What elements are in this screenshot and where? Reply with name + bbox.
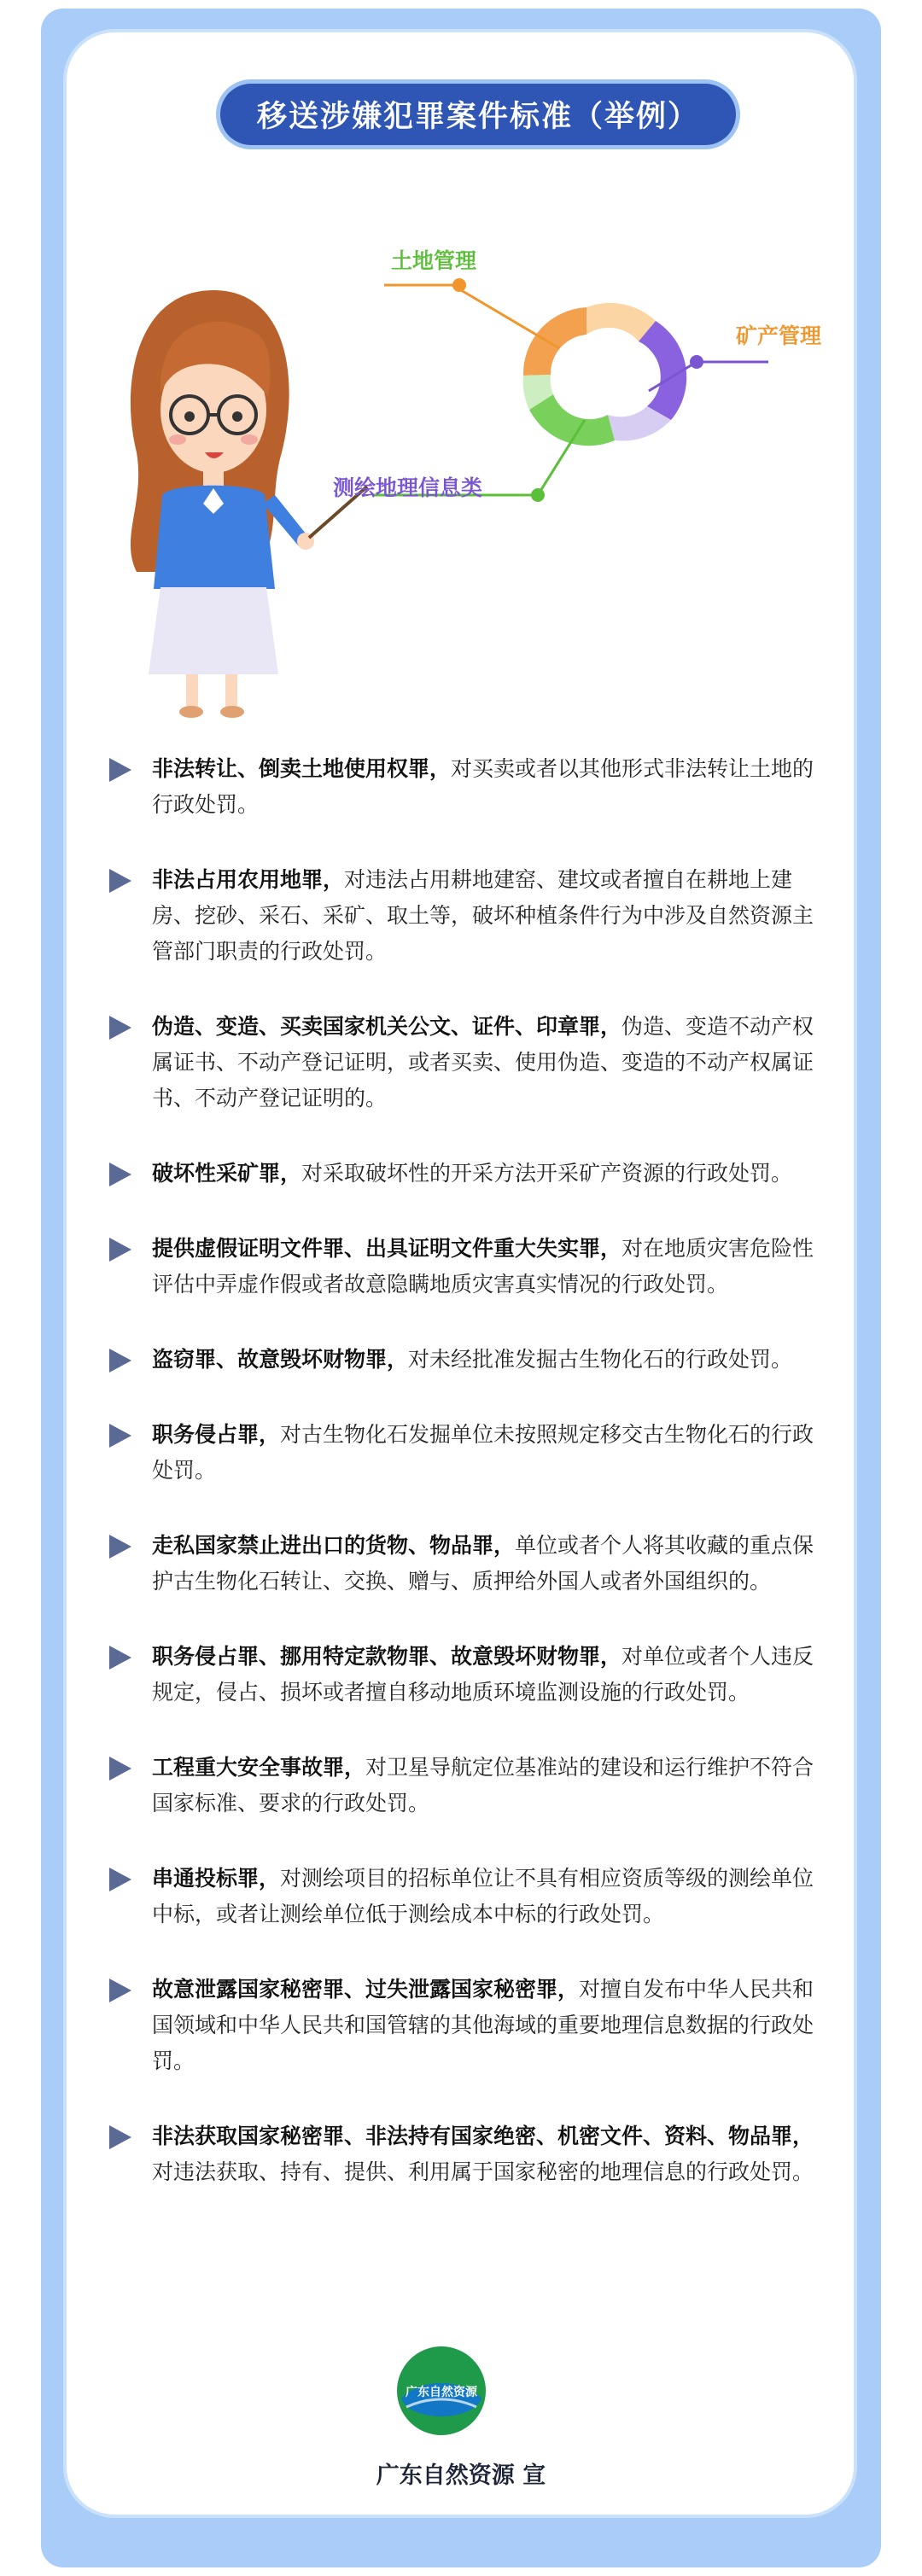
standard-item-text (152, 862, 818, 970)
triangle-bullet-icon (109, 758, 131, 782)
standard-item-text (152, 1972, 818, 2079)
offense-name: 串通投标罪， (152, 1866, 281, 1891)
triangle-bullet-icon (109, 1757, 131, 1780)
triangle-bullet-icon (109, 2125, 131, 2149)
page-title: 移送涉嫌犯罪案件标准（举例） (220, 84, 736, 145)
triangle-bullet-icon (109, 1979, 131, 2002)
standard-item (109, 1009, 818, 1116)
standard-item (109, 751, 818, 823)
triangle-bullet-icon (109, 1646, 131, 1670)
guangdong-natural-resources-logo (394, 2344, 488, 2438)
standard-item-text (152, 1009, 818, 1116)
standard-item (109, 2118, 818, 2190)
standard-item-text (152, 1342, 818, 1378)
triangle-bullet-icon (109, 1349, 131, 1373)
offense-description: 对采取破坏性的开采方法开采矿产资源的行政处罚。 (301, 1161, 793, 1186)
offense-name: 职务侵占罪， (152, 1422, 281, 1447)
offense-name: 提供虚假证明文件罪、出具证明文件重大失实罪， (152, 1236, 622, 1261)
offense-name: 非法转让、倒卖土地使用权罪， (152, 756, 452, 781)
standard-item-text (152, 751, 818, 823)
triangle-bullet-icon (109, 1163, 131, 1186)
standard-item (109, 1750, 818, 1821)
standard-item (109, 1861, 818, 1932)
standard-item-text (152, 1417, 818, 1489)
donut-segment-land (523, 307, 586, 376)
offense-name: 非法获取国家秘密罪、非法持有国家绝密、机密文件、资料、物品罪， (152, 2124, 814, 2148)
svg-text:广东自然资源: 广东自然资源 (406, 2386, 477, 2399)
offense-description: 对古生物化石发掘单位未按照规定移交古生物化石的行政处罚。 (152, 1422, 814, 1483)
standard-item (109, 1417, 818, 1489)
triangle-bullet-icon (109, 1535, 131, 1559)
standard-item-text (152, 1528, 818, 1600)
triangle-bullet-icon (109, 1238, 131, 1262)
offense-name: 职务侵占罪、挪用特定款物罪、故意毁坏财物罪， (152, 1644, 622, 1669)
standard-item-text (152, 1750, 818, 1821)
standard-item (109, 1528, 818, 1600)
offense-description: 对未经批准发掘古生物化石的行政处罚。 (408, 1347, 793, 1372)
offense-description: 单位或者个人将其收藏的重点保护古生物化石转让、交换、赠与、质押给外国人或者外国组织的。 (152, 1533, 814, 1594)
standard-item (109, 1639, 818, 1711)
standard-item (109, 1972, 818, 2079)
offense-description: 对单位或者个人违反规定，侵占、损坏或者擅自移动地质环境监测设施的行政处罚。 (152, 1644, 814, 1705)
offense-name: 故意泄露国家秘密罪、过失泄露国家秘密罪， (152, 1977, 580, 2002)
standard-item-text (152, 1639, 818, 1711)
offense-description: 对擅自发布中华人民共和国领域和中华人民共和国管辖的其他海域的重要地理信息数据的行政处罚。 (152, 1977, 814, 2073)
label-mineral-management: 矿产管理 (736, 323, 822, 348)
standard-item-text (152, 1231, 818, 1303)
offense-name: 工程重大安全事故罪， (152, 1755, 366, 1780)
offense-name: 走私国家禁止进出口的货物、物品罪， (152, 1533, 516, 1558)
footer-credit: 广东自然资源 宣 (376, 2462, 546, 2489)
offense-description: 对违法获取、持有、提供、利用属于国家秘密的地理信息的行政处罚。 (152, 2159, 814, 2184)
offense-description: 对在地质灾害危险性评估中弄虚作假或者故意隐瞒地质灾害真实情况的行政处罚。 (152, 1236, 814, 1297)
standard-item (109, 1231, 818, 1303)
standard-item (109, 862, 818, 970)
standards-list (109, 751, 818, 2229)
offense-name: 伪造、变造、买卖国家机关公文、证件、印章罪， (152, 1014, 622, 1039)
label-land-management: 土地管理 (391, 248, 477, 273)
offense-description: 对违法占用耕地建窑、建坟或者擅自在耕地上建房、挖砂、采石、采矿、取土等，破坏种植条件行为中涉及自然资源主管部门职责的行政处罚。 (152, 867, 814, 964)
offense-name: 破坏性采矿罪， (152, 1161, 302, 1186)
offense-description: 对买卖或者以其他形式非法转让土地的行政处罚。 (152, 756, 814, 817)
hero-illustration (85, 196, 854, 726)
offense-name: 非法占用农用地罪， (152, 867, 345, 892)
offense-name: 盗窃罪、故意毁坏财物罪， (152, 1347, 409, 1372)
triangle-bullet-icon (109, 869, 131, 893)
offense-description: 对卫星导航定位基准站的建设和运行维护不符合国家标准、要求的行政处罚。 (152, 1755, 814, 1815)
standard-item (109, 1156, 818, 1192)
triangle-bullet-icon (109, 1016, 131, 1040)
offense-description: 对测绘项目的招标单位让不具有相应资质等级的测绘单位中标，或者让测绘单位低于测绘成本中标的行政处罚。 (152, 1866, 814, 1926)
label-surveying-geoinfo: 测绘地理信息类 (333, 475, 483, 500)
triangle-bullet-icon (109, 1868, 131, 1891)
offense-description: 伪造、变造不动产权属证书、不动产登记证明，或者买卖、使用伪造、变造的不动产权属证书、不动产登记证明的。 (152, 1014, 814, 1110)
triangle-bullet-icon (109, 1424, 131, 1448)
standard-item-text (152, 1156, 818, 1192)
standard-item-text (152, 1861, 818, 1932)
category-donut (85, 196, 854, 726)
donut-segment-mineral (639, 321, 686, 420)
standard-item (109, 1342, 818, 1378)
standard-item-text (152, 2118, 818, 2190)
